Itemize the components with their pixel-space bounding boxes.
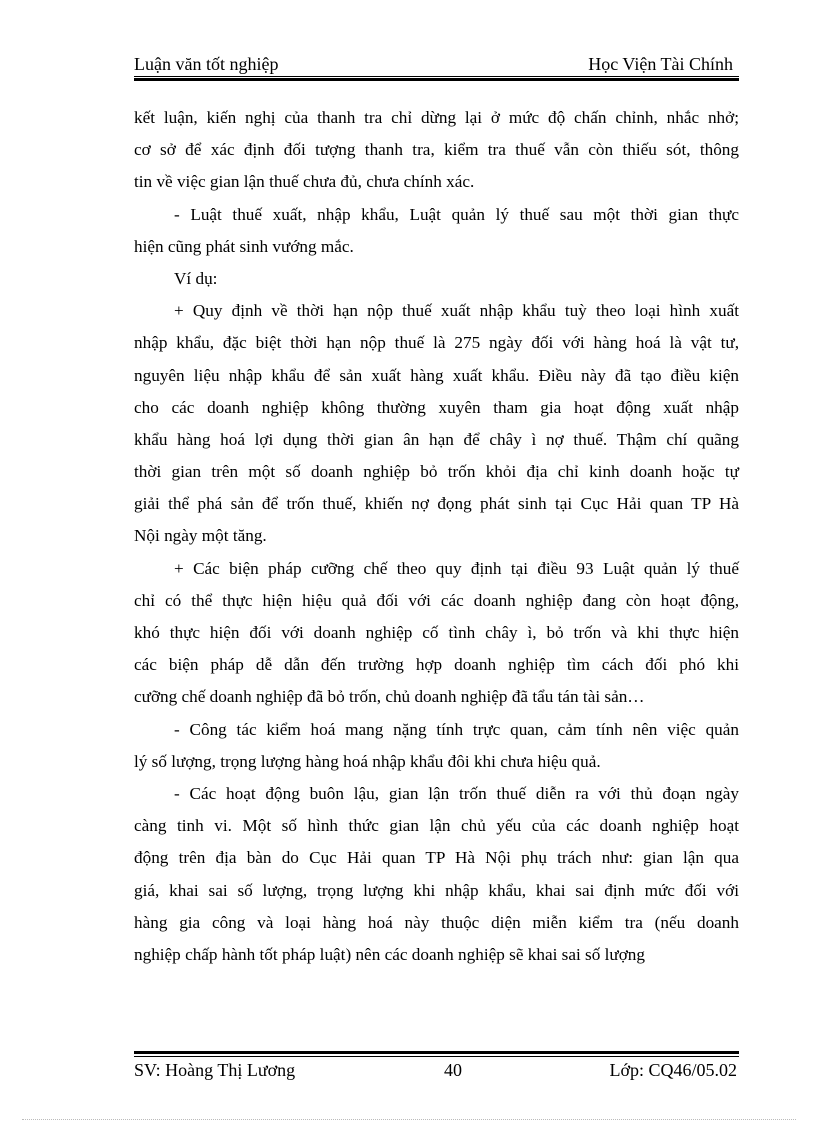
paragraph [134,778,739,971]
document-body [134,102,739,971]
text-line: Ví dụ: [174,268,218,288]
footer-student-name: SV: Hoàng Thị Lương [134,1060,296,1080]
paragraph [134,263,739,295]
text-line: càng tinh vi. Một số hình thức gian lận chủ yếu của các doanh nghiệp hoạt [134,816,739,836]
page-edge-divider [22,1119,796,1120]
text-line: + Các biện pháp cưỡng chế theo quy định tại điều 93 Luật quản lý thuế [174,558,739,578]
text-line: nhập khẩu, đặc biệt thời hạn nộp thuế là 275 ngày đối với hàng hoá là vật tư, [134,333,739,353]
header-institution: Học Viện Tài Chính [588,54,733,74]
paragraph [134,199,739,263]
text-line: + Quy định về thời hạn nộp thuế xuất nhập khẩu tuỳ theo loại hình xuất [174,301,739,321]
paragraph [134,553,739,714]
page-footer [134,1060,739,1086]
header-rule-thin [134,76,739,77]
paragraph [134,295,739,553]
page-header [134,52,739,78]
text-line: - Luật thuế xuất, nhập khẩu, Luật quản lý thuế sau một thời gian thực [174,204,739,224]
footer-page-number: 40 [444,1060,462,1080]
footer-class-code: Lớp: CQ46/05.02 [609,1060,737,1080]
text-line: động trên địa bàn do Cục Hải quan TP Hà Nội phụ trách như: gian lận qua [134,848,739,868]
footer-rule-thick [134,1051,739,1054]
text-line: nghiệp chấp hành tốt pháp luật) nên các doanh nghiệp sẽ khai sai số lượng [134,944,645,964]
text-line: giá, khai sai số lượng, trọng lượng khi nhập khẩu, khai sai định mức đối với [134,880,739,900]
text-line: cưỡng chế doanh nghiệp đã bỏ trốn, chủ doanh nghiệp đã tẩu tán tài sản… [134,687,645,707]
text-line: nguyên liệu nhập khẩu để sản xuất hàng xuất khẩu. Điều này đã tạo điều kiện [134,365,739,385]
header-thesis-label: Luận văn tốt nghiệp [134,54,279,74]
text-line: lý số lượng, trọng lượng hàng hoá nhập khẩu đôi khi chưa hiệu quả. [134,751,601,771]
text-line: các biện pháp dễ dẫn đến trường hợp doanh nghiệp tìm cách đối phó khi [134,655,739,675]
paragraph [134,714,739,778]
text-line: cơ sở để xác định đối tượng thanh tra, kiểm tra thuế vẫn còn thiếu sót, thông [134,140,739,160]
text-line: hiện cũng phát sinh vướng mắc. [134,236,354,256]
text-line: chỉ có thể thực hiện hiệu quả đối với các doanh nghiệp đang còn hoạt động, [134,590,739,610]
text-line: hàng gia công và loại hàng hoá này thuộc diện miễn kiểm tra (nếu doanh [134,912,739,932]
text-line: khó thực hiện đối với doanh nghiệp cố tình chây ì, bỏ trốn và khi thực hiện [134,623,739,642]
text-line: giải thể phá sản để trốn thuế, khiến nợ đọng phát sinh tại Cục Hải quan TP Hà [134,494,739,514]
header-rule-thick [134,78,739,81]
text-line: thời gian trên một số doanh nghiệp bỏ trốn khỏi địa chỉ kinh doanh hoặc tự [134,462,739,482]
text-line: cho các doanh nghiệp không thường xuyên tham gia hoạt động xuất nhập [134,397,739,417]
footer-rule-thin [134,1056,739,1057]
text-line: - Các hoạt động buôn lậu, gian lận trốn thuế diễn ra với thủ đoạn ngày [174,783,739,803]
text-line: - Công tác kiểm hoá mang nặng tính trực quan, cảm tính nên việc quản [174,719,739,739]
text-line: kết luận, kiến nghị của thanh tra chỉ dừng lại ở mức độ chấn chỉnh, nhắc nhở; [134,108,739,127]
text-line: khẩu hàng hoá lợi dụng thời gian ân hạn để chây ì nợ thuế. Thậm chí quãng [134,429,739,449]
paragraph [134,102,739,199]
text-line: tin về việc gian lận thuế chưa đủ, chưa chính xác. [134,172,475,192]
text-line: Nội ngày một tăng. [134,526,267,546]
